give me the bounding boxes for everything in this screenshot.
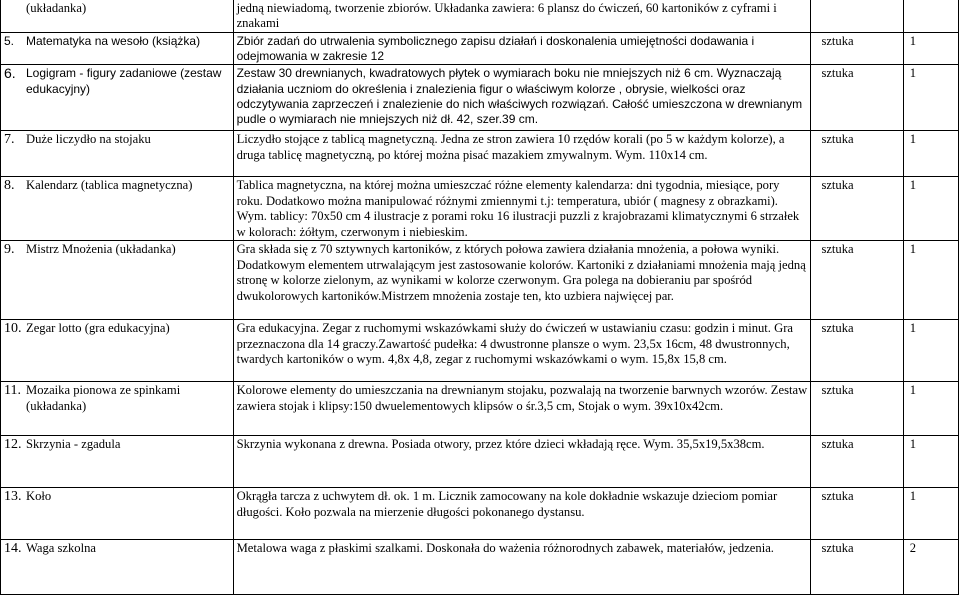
- item-unit: sztuka: [811, 540, 903, 595]
- item-description: Liczydło stojące z tablicą magnetyczną. Jedna ze stron zawiera 10 rzędów korali (po 5 w każdym kolorze), a druga tablicę magnetyczną, po której można pisać mazakiem zmywalnym. Wym. 110x14 cm.: [233, 131, 811, 177]
- item-unit: sztuka: [811, 488, 903, 540]
- item-number: 8.: [4, 178, 15, 194]
- item-description: Zestaw 30 drewnianych, kwadratowych płytek o wymiarach boku nie mniejszych niż 6 cm. Wyznaczają działania uczniom do określenia i znalezienia figur o właściwym kolorze , obrysie, wielkości oraz odczytywania zaprzeczeń i znalezienie do nich właściwych rozwiązań. Całość umieszczona w drewnianym pudle o wymiarach nie mniejszych niż dł. 42, szer.39 cm.: [233, 65, 811, 131]
- item-name: Mistrz Mnożenia (układanka): [26, 242, 176, 257]
- item-name: Matematyka na wesoło (książka): [26, 33, 201, 48]
- item-number: 12.: [4, 437, 22, 453]
- item-name: Waga szkolna: [26, 541, 96, 556]
- item-number: 9.: [4, 242, 15, 258]
- item-unit: sztuka: [811, 436, 903, 488]
- item-number: 11.: [4, 383, 21, 399]
- item-unit: sztuka: [811, 382, 903, 436]
- table-row: [1, 488, 959, 540]
- item-description: Zbiór zadań do utrwalenia symbolicznego zapisu działań i doskonalenia umiejętności dodawania i odejmowania w zakresie 12: [233, 32, 811, 65]
- item-description: Metalowa waga z płaskimi szalkami. Doskonała do ważenia różnorodnych zabawek, materiałów, jedzenia.: [233, 540, 811, 595]
- item-unit: sztuka: [811, 32, 903, 65]
- item-quantity: 1: [903, 488, 958, 540]
- table-row: [1, 0, 959, 32]
- item-quantity: 1: [903, 177, 958, 241]
- table-row: [1, 241, 959, 320]
- table-row: [1, 436, 959, 488]
- item-quantity: 1: [903, 241, 958, 320]
- item-name: Mozaika pionowa ze spinkami (układanka): [26, 383, 181, 413]
- item-quantity: 1: [903, 32, 958, 65]
- item-unit: sztuka: [811, 65, 903, 131]
- table-row: [1, 320, 959, 382]
- item-number: 13.: [4, 489, 22, 505]
- item-description: Tablica magnetyczna, na której można umieszczać różne elementy kalendarza: dni tygodnia, miesiące, pory roku. Dodatkowo można manipulować różnymi zmiennymi t.j: temperatura, ubiór ( magnesy z obrazkami). Wym. tablicy: 70x50 cm 4 ilustracje z porami roku 16 ilustracji puzzli z krajobrazami klimatycznymi 6 strzałek w kolorach: żółtym, czerwonym i niebieskim.: [233, 177, 811, 241]
- item-name: Logigram - figury zadaniowe (zestaw edukacyjny): [26, 66, 222, 96]
- table-row: [1, 540, 959, 595]
- table-row: [1, 382, 959, 436]
- item-unit: sztuka: [811, 320, 903, 382]
- item-number: 14.: [4, 541, 22, 557]
- item-number: 5.: [4, 33, 15, 48]
- item-quantity: 1: [903, 382, 958, 436]
- item-description: Kolorowe elementy do umieszczania na drewnianym stojaku, pozwalają na tworzenie barwnych wzorów. Zestaw zawiera stojak i klipsy:150 dwuelementowych klipsów o śr.3,5 cm, Stojak o wym. 39x10x42cm.: [233, 382, 811, 436]
- item-number: 7.: [4, 132, 15, 148]
- table-row: [1, 131, 959, 177]
- item-quantity: [903, 0, 958, 32]
- item-unit: sztuka: [811, 241, 903, 320]
- item-unit: sztuka: [811, 177, 903, 241]
- item-description: Okrągła tarcza z uchwytem dł. ok. 1 m. Licznik zamocowany na kole dokładnie wskazuje dzieciom pomiar długości. Koło pozwala na mierzenie długości pokonanego dystansu.: [233, 488, 811, 540]
- item-description: Skrzynia wykonana z drewna. Posiada otwory, przez które dzieci wkładają ręce. Wym. 35,5x19,5x38cm.: [233, 436, 811, 488]
- item-name: Zegar lotto (gra edukacyjna): [26, 321, 170, 336]
- item-description: jedną niewiadomą, tworzenie zbiorów. Układanka zawiera: 6 plansz do ćwiczeń, 60 kartoników z cyframi i znakami: [233, 0, 811, 32]
- item-unit: sztuka: [811, 131, 903, 177]
- item-name: Skrzynia - zgadula: [26, 437, 121, 452]
- item-quantity: 1: [903, 65, 958, 131]
- table-row: [1, 177, 959, 241]
- item-name: (układanka): [26, 1, 87, 15]
- item-number: [4, 1, 26, 16]
- item-description: Gra edukacyjna. Zegar z ruchomymi wskazówkami służy do ćwiczeń w ustawianiu czasu: godzin i minut. Gra przeznaczona dla 14 graczy.Zawartość pudełka: 4 dwustronne plansze o wym. 23,5x 16cm, 48 dwustronnych, twardych kartoników o wym. 4,8x 4,8, zegar z ruchomymi wskazówkami o wym. 15,8x 15,8 cm.: [233, 320, 811, 382]
- item-unit: [811, 0, 903, 32]
- table-row: [1, 65, 959, 131]
- item-number: 10.: [4, 321, 22, 337]
- item-quantity: 1: [903, 320, 958, 382]
- item-quantity: 2: [903, 540, 958, 595]
- item-name: Kalendarz (tablica magnetyczna): [26, 178, 193, 193]
- table-row: [1, 32, 959, 65]
- item-description: Gra składa się z 70 sztywnych kartoników, z których połowa zawiera działania mnożenia, a połowa wyniki. Dodatkowym elementem utrwalającym jest zastosowanie kolorów. Kartoniki z działaniami mnożenia mają jedną stronę w kolorze zielonym, az wynikami w kolorze czerwonym. Gra polega na dobieraniu par spośród dwukolorowych kartoników.Mistrzem mnożenia zostaje ten, kto uzbiera najwięcej par.: [233, 241, 811, 320]
- item-quantity: 1: [903, 131, 958, 177]
- item-name: Koło: [26, 489, 52, 504]
- item-number: 6.: [4, 65, 16, 82]
- item-quantity: 1: [903, 436, 958, 488]
- item-name: Duże liczydło na stojaku: [26, 132, 151, 147]
